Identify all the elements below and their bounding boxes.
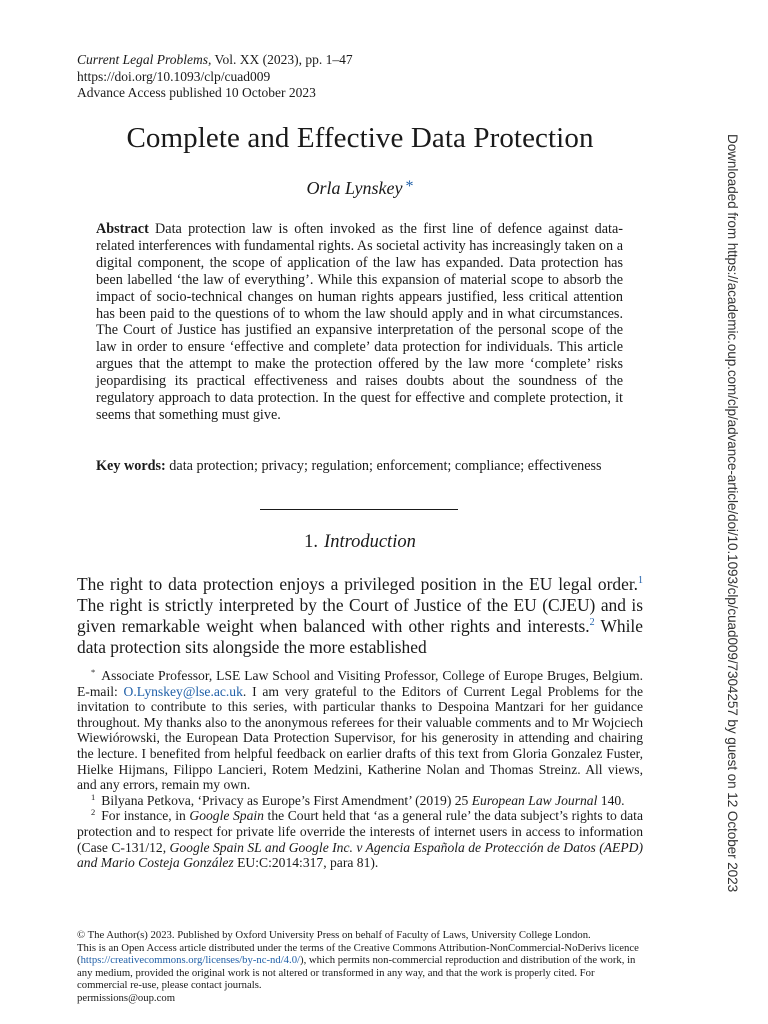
- footnote-ref-1[interactable]: 1: [638, 575, 643, 586]
- section-number: 1.: [304, 532, 319, 552]
- abstract: [96, 221, 623, 424]
- body-text-2: The right is strictly interpreted by the Court of Justice of the EU (CJEU) and is given remarkable weight when balanced with other rights and interests.: [77, 594, 643, 636]
- author-name: Orla Lynskey: [306, 178, 403, 198]
- open-access-line: [77, 942, 643, 992]
- keywords-text: data protection; privacy; regulation; enforcement; compliance; effectiveness: [169, 458, 602, 474]
- body-text-1: The right to data protection enjoys a privileged position in the EU legal order.: [77, 574, 638, 594]
- footnote-author-text: Associate Professor, LSE Law School and Visiting Professor, College of Europe Bruges, Belgium. E-mail:: [77, 668, 643, 699]
- volume-info: Vol. XX (2023), pp. 1–47: [211, 52, 353, 67]
- footnotes: [77, 668, 643, 871]
- keywords-label: Key words:: [96, 458, 166, 474]
- keywords: [96, 458, 637, 475]
- permissions-email[interactable]: permissions@oup.com: [77, 991, 176, 1004]
- author-footnote-mark[interactable]: *: [405, 178, 414, 195]
- doi-link[interactable]: https://doi.org/10.1093/clp/cuad009: [77, 68, 271, 84]
- abstract-label: Abstract: [96, 221, 149, 237]
- footnote-author: [77, 668, 643, 793]
- licence-text-rest: ), which permits non-commercial reproduction and distribution of the work, in any medium, provided the original work is not altered or transformed in any way, and that the work is properly cited. For commercial re-use, please contact journals.: [77, 954, 636, 992]
- copyright-line: © The Author(s) 2023. Published by Oxford University Press on behalf of Faculty of Laws, University College London.: [77, 929, 591, 941]
- footnote-2-case-full: Google Spain SL and Google Inc. v Agencia Española de Protección de Datos (AEPD) and Mario Costeja González: [77, 839, 643, 871]
- footnote-1-text: Bilyana Petkova, ‘Privacy as Europe’s First Amendment’ (2019) 25: [101, 792, 472, 808]
- journal-name: Current Legal Problems,: [77, 52, 212, 67]
- license-notice: [77, 929, 643, 1005]
- body-text-3: While data protection sits alongside the more established: [77, 615, 643, 657]
- journal-line: [77, 52, 353, 69]
- footnote-ref-2[interactable]: 2: [589, 616, 595, 628]
- footnote-mark-1: 1: [91, 791, 96, 802]
- section-title: Introduction: [324, 532, 416, 552]
- section-divider: [260, 509, 458, 510]
- download-watermark: Downloaded from https://academic.oup.com/clp/advance-article/doi/10.1093/clp/cuad009/7304257 by guest on 12 October 2023: [725, 134, 740, 893]
- footnote-author-text-rest: . I am very grateful to the Editors of Current Legal Problems for the invitation to contribute to this series, with particular thanks to Despoina Mantzari for her guidance throughout. My thanks also to the anonymous referees for their valuable comments and to Mr Wojciech Wiewiórowski, the European Data Protection Supervisor, for his generosity in attending and chairing the lecture. I benefited from helpful feedback on earlier drafts of this text from Gloria Gonzalez Fuster, Hielke Hijmans, Filippo Lancieri, Rotem Medzini, Katherine Nolan and Thomas Streinz. All views, and any errors, remain my own.: [77, 683, 643, 793]
- footnote-2-text-mid: the Court held that ‘as a general rule’ the data subject’s rights to data protection and to respect for private life override the interests of internet users in access to information (Case C-131/12,: [77, 808, 643, 855]
- advance-access-date: Advance Access published 10 October 2023: [77, 85, 316, 100]
- footnote-2: [77, 808, 643, 870]
- author-email-link[interactable]: O.Lynskey@lse.ac.uk: [123, 683, 243, 699]
- footnote-2-case-short: Google Spain: [189, 808, 264, 824]
- footnote-1: [77, 793, 643, 809]
- footnote-1-journal: European Law Journal: [471, 792, 598, 808]
- footnote-2-text: For instance, in: [101, 808, 190, 824]
- author-line: [0, 178, 720, 199]
- citation-header: [77, 52, 353, 102]
- abstract-text: Data protection law is often invoked as the first line of defence against data-related interferences with fundamental rights. As societal activity has increasingly taken on a digital component, the scope of application of the law has expanded. Data protection has been labelled ‘the law of everything’. While this expansion of material scope to absorb the impact of socio-technical changes on human rights appears justified, less critical attention has been paid to the questions of to whom the law should apply and in what circumstances. The Court of Justice has justified an expansive interpretation of the personal scope of the law in order to ensure ‘effective and complete’ data protection for individuals. This article argues that the attempt to make the protection offered by the law more ‘complete’ risks jeopardising its practical effectiveness and raises doubts about the soundness of the regulatory approach to data protection. In the quest for effective and complete protection, it seems that something must give.: [96, 221, 623, 423]
- section-heading: [0, 532, 720, 553]
- licence-link[interactable]: https://creativecommons.org/licenses/by-nc-nd/4.0/: [80, 954, 301, 967]
- footnote-2-citation: EU:C:2014:317, para 81).: [233, 855, 379, 871]
- footnote-1-page: 140.: [597, 792, 625, 808]
- footnote-mark-2: 2: [91, 807, 96, 818]
- body-paragraph: [77, 574, 643, 658]
- article-title: Complete and Effective Data Protection: [126, 122, 594, 154]
- licence-text: This is an Open Access article distributed under the terms of the Creative Commons Attribution-NonCommercial-NoDerivs licence (: [77, 941, 639, 967]
- footnote-mark-star: *: [91, 667, 96, 677]
